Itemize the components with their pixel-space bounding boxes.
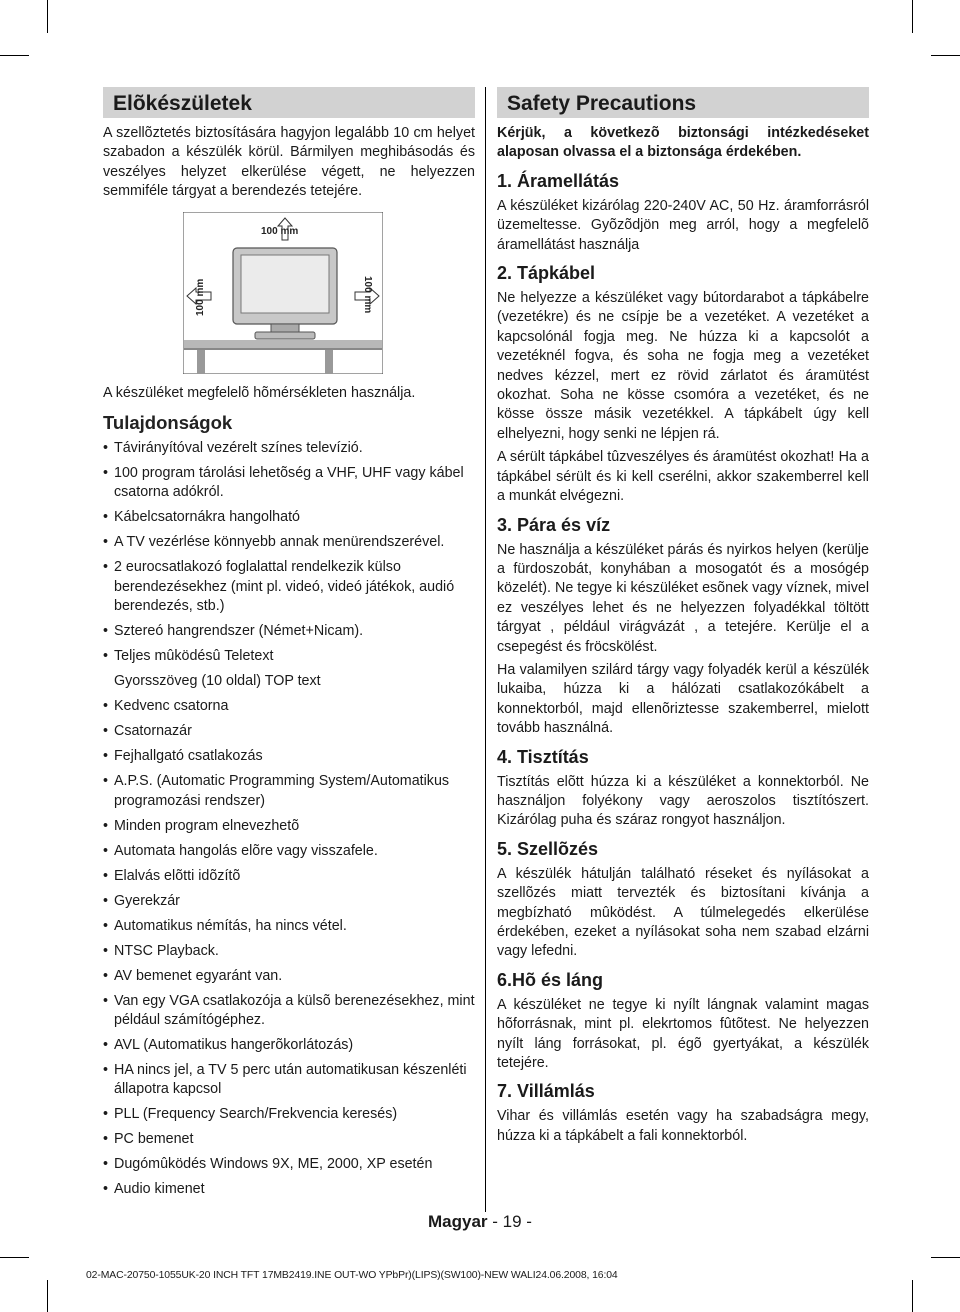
list-item: • Teljes mûködésû Teletext: [103, 647, 475, 666]
list-item: • Audio kimenet: [103, 1180, 475, 1199]
section-title: 2. Tápkábel: [497, 263, 596, 284]
paragraph: Ne használja a készüléket párás és nyirkos helyen (kerülje a fürdoszobát, konyhában a mosogatót és a mosógép közelét). Ne tegye ki készüléket esõnek vagy víznek, mivel ez veszélyes lehet és ne helyezzen folyadékkal töltött tárgyat , például virágvázát , a tetejére. Kerülje el a csepegést és fröcskölést.: [497, 541, 869, 655]
paragraph: Vihar és villámlás esetén vagy ha szabadságra megy, húzza ki a tápkábelt a fali konnektorból.: [497, 1108, 869, 1144]
section-heading: Safety Precautions: [497, 87, 869, 118]
list-item: • Automatikus némítás, ha nincs vétel.: [103, 917, 475, 936]
list-item: • A TV vezérlése könnyebb annak menürendszerével.: [103, 533, 475, 552]
list-item: • Sztereó hangrendszer (Német+Nicam).: [103, 622, 475, 641]
clearance-diagram: [183, 212, 383, 374]
list-item: • Gyerekzár: [103, 892, 475, 911]
section-heading: Elõkészületek: [103, 87, 475, 118]
section-title: 6.Hõ és láng: [497, 969, 604, 990]
list-item: • Elalvás elõtti idõzítõ: [103, 867, 475, 886]
list-item: • Fejhallgató csatlakozás: [103, 747, 475, 766]
right-column: [497, 87, 869, 1146]
list-item: • Kábelcsatornákra hangolható: [103, 508, 475, 527]
paragraph: Tisztítás elõtt húzza ki a készüléket a konnektorból. Ne használjon folyékony vagy aeroszolos tisztítószert. Kizárólag puha és száraz rongyot használjon.: [497, 773, 869, 829]
crop-mark: [47, 0, 48, 33]
temperature-note: A készüléket megfelelõ hõmérsékleten használja.: [103, 384, 416, 401]
list-item: • PC bemenet: [103, 1130, 475, 1149]
crop-mark: [931, 55, 960, 56]
list-item: • Csatornazár: [103, 722, 475, 741]
column-divider: [485, 87, 486, 1212]
top-clearance-label: 100 mm: [261, 225, 299, 237]
paragraph: Ha valamilyen szilárd tárgy vagy folyadék kerül a készülék lukaiba, húzza ki a hálózati csatlakozókábelt a konnektorból, majd ellenõriztesse szakemberrel, mielott tovább használná.: [497, 661, 869, 737]
paragraph: A sérült tápkábel tûzveszélyes és áramütést okozhat! Ha a tápkábel sérült és ki kell cserélni, akkor szakemberrel kell a munkát elvégezni.: [497, 449, 869, 505]
features-heading: Tulajdonságok: [103, 412, 233, 434]
crop-mark: [912, 1280, 913, 1312]
list-item: • Automata hangolás elõre vagy visszafele.: [103, 842, 475, 861]
list-item: • Kedvenc csatorna: [103, 697, 475, 716]
page-number: - 19 -: [487, 1212, 532, 1231]
list-item: • Távirányítóval vezérelt színes televízió.: [103, 439, 475, 458]
print-info-line: 02-MAC-20750-1055UK-20 INCH TFT 17MB2419.INE OUT-WO YPbPr)(LIPS)(SW100)-NEW WALI24.06.2008, 16:04: [86, 1270, 618, 1281]
list-item: • HA nincs jel, a TV 5 perc után automatikusan készenléti állapotra kapcsol: [103, 1061, 475, 1100]
list-item: • 100 program tárolási lehetõség a VHF, UHF vagy kábel csatorna adókról.: [103, 464, 475, 503]
paragraph: Ne helyezze a készüléket vagy bútordarabot a tápkábelre (vezetékre) és ne csípje be a vezetéket. A vezetéket a kapcsolónál fogja meg. Ne húzza ki a kapcsolót a vezetéknél fogva, és soha ne fogja meg a vezetéket nedves kézzel, mert ez rövid zárlatot és áramütést okozhat. Soha ne kösse csomóra a vezetéket, és ne kösse össze másik vezetékkel. A tápkábelt úgy kell elhelyezni, hogy senki ne lépjen rá.: [497, 290, 869, 442]
section-title: 7. Villámlás: [497, 1081, 595, 1102]
paragraph: A készüléket ne tegye ki nyílt lángnak valamint magas hõforrásnak, mint pl. elekrtomos fûtõtest. Ne helyezzen nyílt láng forrásokat, pl. égõ gyertyákat, a készülék tetejére.: [497, 996, 869, 1072]
list-item: • AV bemenet egyaránt van.: [103, 967, 475, 986]
list-item: • Van egy VGA csatlakozója a külsõ berenezésekhez, mint például számítógéphez.: [103, 992, 475, 1031]
right-clearance-label: 100 mm: [362, 275, 373, 313]
features-list: [103, 439, 475, 1200]
paragraph: A készüléket kizárólag 220-240V AC, 50 Hz. áramforrásról üzemeltesse. Gyõzõdjön meg arról, hogy a megfelelõ áramellátást használja: [497, 197, 869, 253]
section-title: 4. Tisztítás: [497, 746, 589, 767]
list-item: • NTSC Playback.: [103, 942, 475, 961]
section-title: 1. Áramellátás: [497, 170, 620, 191]
section-title: 5. Szellõzés: [497, 838, 599, 859]
list-item: • A.P.S. (Automatic Programming System/Automatikus programozási rendszer): [103, 772, 475, 811]
list-item: • PLL (Frequency Search/Frekvencia keresés): [103, 1105, 475, 1124]
crop-mark: [931, 1257, 960, 1258]
crop-mark: [0, 55, 29, 56]
list-item: Gyorsszöveg (10 oldal) TOP text: [114, 673, 321, 690]
list-item: • Minden program elnevezhetõ: [103, 817, 475, 836]
lead-paragraph: Kérjük, a következõ biztonsági intézkedéseket alaposan olvassa el a biztonsága érdekében.: [497, 125, 869, 161]
crop-mark: [0, 1257, 29, 1258]
language-label: Magyar: [428, 1212, 488, 1231]
crop-mark: [47, 1280, 48, 1312]
left-column: [103, 87, 475, 1205]
section-title: 3. Pára és víz: [497, 514, 611, 535]
list-item: • AVL (Automatikus hangerõkorlátozás): [103, 1036, 475, 1055]
list-item: • 2 eurocsatlakozó foglalattal rendelkezik külso berendezésekhez (mint pl. videó, videó játékok, audió berendezés, stb.): [103, 558, 475, 616]
intro-paragraph: A szellõztetés biztosítására hagyjon legalább 10 cm helyet szabadon a készülék körül. Bármilyen meghibásodás és veszélyes helyzet elkerülése végett, ne helyezzen semmiféle tárgyat a berendezés tetejére.: [103, 125, 475, 200]
page-footer: [428, 1212, 532, 1232]
crop-mark: [912, 0, 913, 33]
paragraph: A készülék hátulján található réseket és nyílásokat a szellõzés miatt tervezték és biztosítani kívánja a megbízható mûködést. A túlmelegedés elkerülése érdekében, ezeket a nyílásokat soha nem szabad elzárni vagy lefedni.: [497, 865, 869, 960]
left-clearance-label: 100 mm: [195, 278, 206, 316]
list-item: • Dugómûködés Windows 9X, ME, 2000, XP esetén: [103, 1155, 475, 1174]
